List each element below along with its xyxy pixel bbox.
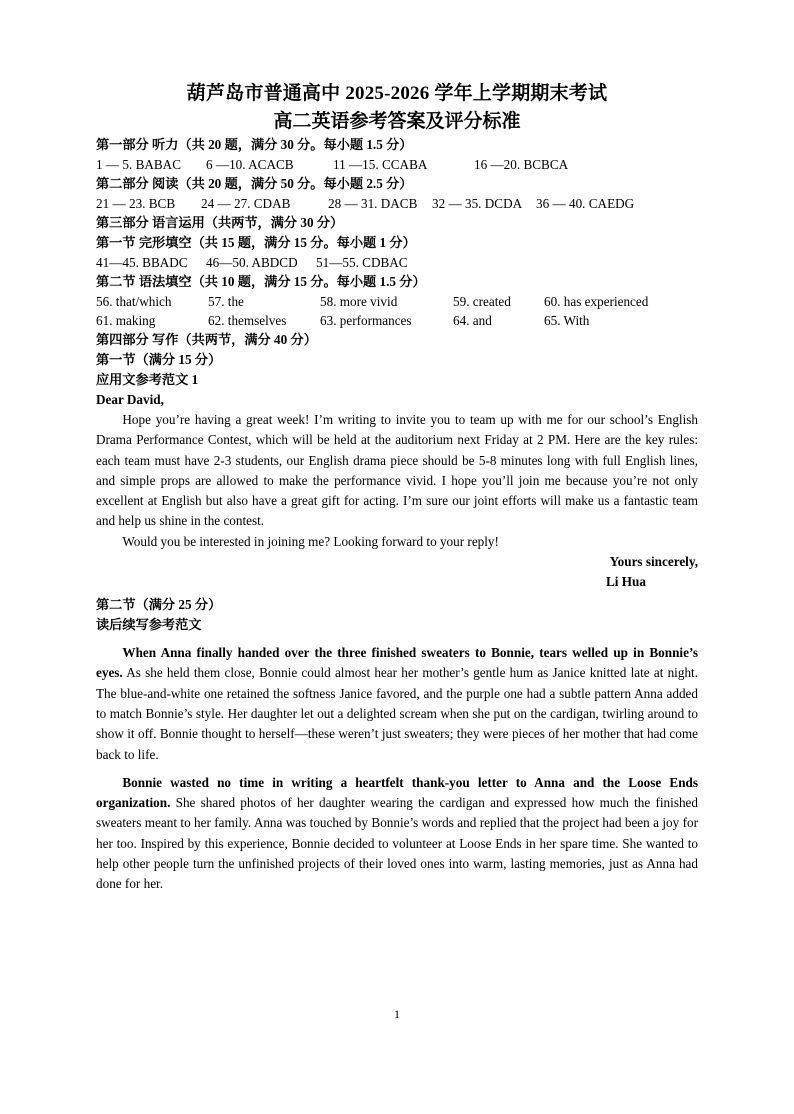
part4-section1-heading: 第一节（满分 15 分） [96, 352, 222, 367]
part4-heading: 第四部分 写作（共两节，满分 40 分） [96, 332, 317, 347]
part4-section2-heading: 第二节（满分 25 分） [96, 597, 222, 613]
letter-salutation: Dear David, [96, 392, 164, 407]
answer-item: 65. With [544, 313, 590, 328]
letter-paragraph: Hope you’re having a great week! I’m writing to invite you to team up with me for our school’s English Drama Performance Contest, which will be held at the auditorium next Friday at 2 PM. Here are the key rules: each team must have 2-3 students, our English drama piece should be 5-8 minutes long with full English lines, and simple props are allowed to make the performance vivid. I hope you’ll join me because you’re not only excellent at English but also have a great gift for acting. I’m sure our joint efforts will make us a fantastic team and help us shine in the contest. [96, 412, 698, 529]
answer-group: 32 — 35. DCDA [432, 196, 523, 211]
continuation-paragraph-1 [96, 643, 698, 765]
letter-closing: Yours sincerely, [609, 554, 698, 570]
letter-signature: Li Hua [606, 574, 646, 590]
part3-section2-row2 [96, 311, 698, 330]
letter-paragraph: Would you be interested in joining me? Looking forward to your reply! [122, 533, 499, 549]
answer-group: 46—50. ABDCD [206, 255, 298, 270]
answer-group: 51—55. CDBAC [316, 255, 408, 270]
answer-group: 11 —15. CCABA [333, 157, 428, 172]
sample-essay-title: 应用文参考范文 1 [96, 372, 199, 387]
part2-heading: 第二部分 阅读（共 20 题，满分 50 分。每小题 2.5 分） [96, 176, 413, 191]
answer-item: 56. that/which [96, 294, 172, 309]
paragraph-body: She shared photos of her daughter wearing the cardigan and expressed how much the finished sweaters meant to her family. Anna was touched by Bonnie’s words and replied that the project had been a joy for her too. Inspired by this experience, Bonnie decided to volunteer at Loose Ends in her spare time. She wanted to help other people turn the unfinished projects of their loved ones into warm, lasting memories, just as Anna had done for her. [96, 795, 698, 892]
answer-group: 28 — 31. DACB [328, 196, 418, 211]
answer-item: 60. has experienced [544, 294, 649, 309]
part2-answers [96, 194, 698, 213]
part1-heading: 第一部分 听力（共 20 题，满分 30 分。每小题 1.5 分） [96, 137, 413, 152]
answer-group: 41—45. BBADC [96, 255, 188, 270]
answer-item: 59. created [453, 294, 511, 309]
part3-section2-row1 [96, 292, 698, 311]
answer-item: 64. and [453, 313, 492, 328]
part3-heading: 第三部分 语言运用（共两节，满分 30 分） [96, 215, 344, 230]
paragraph-lead-sentence: Bonnie wasted no time in writing a heartfelt thank-you letter to Anna and the Loose Ends organization. [96, 774, 698, 811]
answer-group: 1 — 5. BABAC [96, 157, 181, 172]
answer-group: 36 — 40. CAEDG [536, 196, 635, 211]
answer-group: 21 — 23. BCB [96, 196, 176, 211]
continuation-paragraph-2 [96, 773, 698, 895]
answer-group: 24 — 27. CDAB [201, 196, 291, 211]
answer-item: 63. performances [320, 313, 412, 328]
part3-section1-heading: 第一节 完形填空（共 15 题，满分 15 分。每小题 1 分） [96, 235, 416, 250]
page-number: 1 [394, 1007, 400, 1021]
answer-group: 6 —10. ACACB [206, 157, 294, 172]
paragraph-body: As she held them close, Bonnie could almost hear her mother’s gentle hum as Janice knitted late at night. The blue-and-white one retained the softness Janice favored, and the purple one had a subtle pattern Anna added to match Bonnie’s style. Her daughter let out a delighted scream when she put on the cardigan, twirling around to show it off. Bonnie thought to herself—these weren’t just sweaters; they were pieces of her mother that had come back to life. [96, 665, 698, 762]
document-subtitle: 高二英语参考答案及评分标准 [273, 111, 521, 132]
document-title: 葫芦岛市普通高中 2025-2026 学年上学期期末考试 [186, 83, 608, 104]
answer-item: 61. making [96, 313, 156, 328]
part3-section1-answers [96, 253, 698, 272]
part3-section2-heading: 第二节 语法填空（共 10 题，满分 15 分。每小题 1.5 分） [96, 274, 426, 289]
answer-key-page [96, 82, 698, 895]
answer-group: 16 —20. BCBCA [474, 157, 569, 172]
answer-item: 58. more vivid [320, 294, 398, 309]
answer-item: 57. the [208, 294, 244, 309]
paragraph-lead-sentence: When Anna finally handed over the three finished sweaters to Bonnie, tears welled up in Bonnie’s eyes. [96, 645, 698, 681]
part1-answers [96, 155, 698, 174]
answer-item: 62. themselves [208, 313, 287, 328]
continuation-essay-title: 读后续写参考范文 [96, 617, 202, 633]
